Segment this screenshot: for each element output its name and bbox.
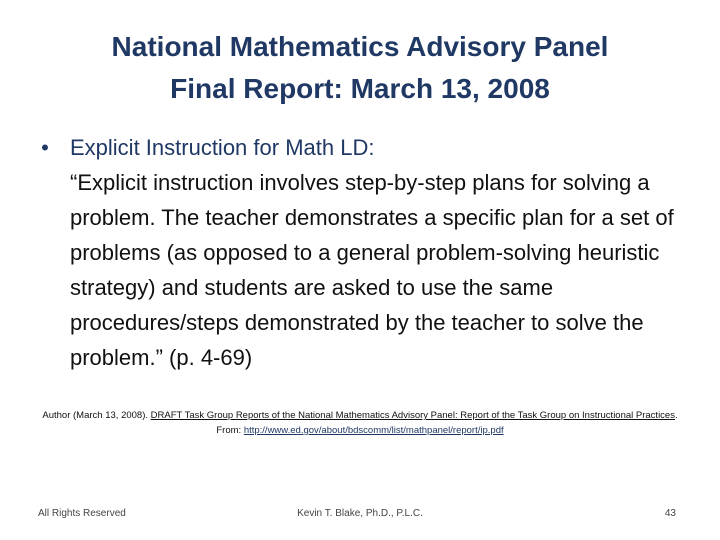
citation-title: DRAFT Task Group Reports of the National Mathematics Advisory Panel: Report of the Task Group on Instructional Practices — [150, 410, 675, 421]
title-line-1: National Mathematics Advisory Panel — [111, 31, 609, 62]
page-number: 43 — [664, 508, 676, 519]
quote-text: “Explicit instruction involves step-by-step plans for solving a problem. The teacher demonstrates a specific plan for a set of problems (as opposed to a general problem-solving heuristic strategy) and students are asked to use the same procedures/steps demonstrated by the teacher to solve the problem.” (p. 4-69) — [70, 170, 674, 370]
bullet-marker: • — [41, 135, 49, 160]
footer-rights: All Rights Reserved — [38, 508, 126, 519]
citation-prefix: Author (March 13, 2008). — [42, 410, 151, 421]
bullet-block — [30, 130, 700, 375]
citation-link[interactable]: http://www.ed.gov/about/bdscomm/list/mathpanel/report/ip.pdf — [243, 425, 504, 436]
bullet-heading-line — [30, 130, 700, 165]
title-line-2: Final Report: March 13, 2008 — [170, 73, 550, 104]
footer-author: Kevin T. Blake, Ph.D., P.L.C. — [297, 508, 423, 519]
slide-title — [40, 26, 680, 110]
citation-from-label: . From: — [216, 410, 678, 436]
citation — [40, 408, 680, 438]
bullet-heading: Explicit Instruction for Math LD: — [70, 135, 375, 160]
